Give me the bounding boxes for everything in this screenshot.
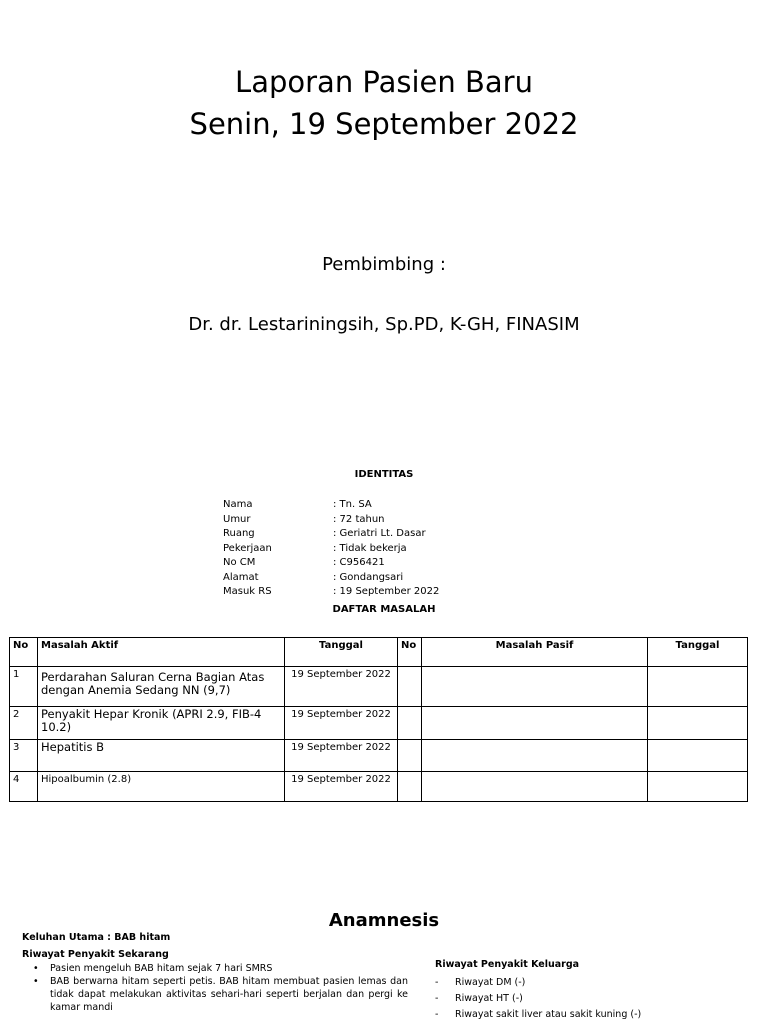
cell-no: 3 xyxy=(10,740,38,772)
rps-list xyxy=(22,962,408,1014)
identitas-label: Alamat xyxy=(223,571,259,583)
identitas-value: : Tidak bekerja xyxy=(333,542,407,554)
cell-tanggal: 19 September 2022 xyxy=(285,772,398,802)
cell-empty xyxy=(648,740,748,772)
cell-tanggal: 19 September 2022 xyxy=(285,740,398,772)
cell-masalah: Penyakit Hepar Kronik (APRI 2.9, FIB-4 10.2) xyxy=(38,707,285,740)
table-row xyxy=(10,707,748,740)
identitas-label: Nama xyxy=(223,499,253,510)
identitas-value: : Tn. SA xyxy=(333,499,372,510)
cell-empty xyxy=(648,667,748,707)
identitas-label: Ruang xyxy=(223,528,255,539)
identitas-value: : C956421 xyxy=(333,557,385,568)
list-item: - Riwayat HT (-) xyxy=(435,991,755,1007)
cell-masalah: Perdarahan Saluran Cerna Bagian Atas dengan Anemia Sedang NN (9,7) xyxy=(38,667,285,707)
rps-heading: Riwayat Penyakit Sekarang xyxy=(22,949,169,960)
identitas-heading: IDENTITAS xyxy=(354,469,414,480)
cell-no: 2 xyxy=(10,707,38,740)
table-row xyxy=(10,667,748,707)
problem-list-table xyxy=(9,637,748,802)
cell-empty xyxy=(422,740,648,772)
cell-tanggal: 19 September 2022 xyxy=(285,707,398,740)
cell-empty xyxy=(422,707,648,740)
identitas-row xyxy=(223,556,583,570)
col-header-masalah-pasif: Masalah Pasif xyxy=(422,638,648,667)
identitas-row xyxy=(223,542,583,556)
daftar-masalah-heading: DAFTAR MASALAH xyxy=(332,604,436,615)
cell-no: 1 xyxy=(10,667,38,707)
list-item: • Pasien mengeluh BAB hitam sejak 7 hari SMRS xyxy=(50,962,408,975)
pembimbing-label: Pembimbing : xyxy=(322,254,446,275)
cell-masalah: Hipoalbumin (2.8) xyxy=(38,772,285,802)
identitas-label: No CM xyxy=(223,557,256,568)
rpk-list xyxy=(435,975,755,1023)
cell-empty xyxy=(648,707,748,740)
identitas-row xyxy=(223,585,583,599)
col-header-tanggal-pasif: Tanggal xyxy=(648,638,748,667)
col-header-no-pasif: No xyxy=(398,638,422,667)
cell-empty xyxy=(398,667,422,707)
anamnesis-heading: Anamnesis xyxy=(328,910,440,931)
list-item: - Riwayat sakit liver atau sakit kuning (-) xyxy=(435,1007,755,1023)
identitas-value: : Geriatri Lt. Dasar xyxy=(333,528,426,539)
col-header-tanggal: Tanggal xyxy=(285,638,398,667)
cell-empty xyxy=(398,740,422,772)
col-header-no: No xyxy=(10,638,38,667)
identitas-row xyxy=(223,527,583,541)
table-header-row xyxy=(10,638,748,667)
rpk-heading: Riwayat Penyakit Keluarga xyxy=(435,959,580,970)
cell-masalah: Hepatitis B xyxy=(38,740,285,772)
cell-empty xyxy=(398,772,422,802)
identitas-value: : 19 September 2022 xyxy=(333,586,440,597)
pembimbing-name: Dr. dr. Lestariningsih, Sp.PD, K-GH, FINASIM xyxy=(188,314,580,335)
identitas-label: Umur xyxy=(223,513,251,525)
report-title: Laporan Pasien Baru xyxy=(235,65,533,99)
identitas-row xyxy=(223,571,583,585)
cell-empty xyxy=(648,772,748,802)
identitas-value: : Gondangsari xyxy=(333,571,404,583)
table-row xyxy=(10,740,748,772)
identitas-label: Pekerjaan xyxy=(223,542,272,554)
cell-tanggal: 19 September 2022 xyxy=(285,667,398,707)
report-date: Senin, 19 September 2022 xyxy=(189,107,579,141)
identitas-value: : 72 tahun xyxy=(333,513,385,525)
list-item: • BAB berwarna hitam seperti petis. BAB hitam membuat pasien lemas dan tidak dapat melakukan aktivitas sehari-hari seperti berjalan dan pergi ke kamar mandi xyxy=(50,975,408,1014)
identitas-row xyxy=(223,513,583,527)
cell-no: 4 xyxy=(10,772,38,802)
list-item: - Riwayat DM (-) xyxy=(435,975,755,991)
table-row xyxy=(10,772,748,802)
cell-empty xyxy=(422,667,648,707)
col-header-masalah-aktif: Masalah Aktif xyxy=(38,638,285,667)
cell-empty xyxy=(398,707,422,740)
identitas-label: Masuk RS xyxy=(223,586,272,597)
identitas-row xyxy=(223,498,583,512)
cell-empty xyxy=(422,772,648,802)
keluhan-utama: Keluhan Utama : BAB hitam xyxy=(22,932,171,943)
